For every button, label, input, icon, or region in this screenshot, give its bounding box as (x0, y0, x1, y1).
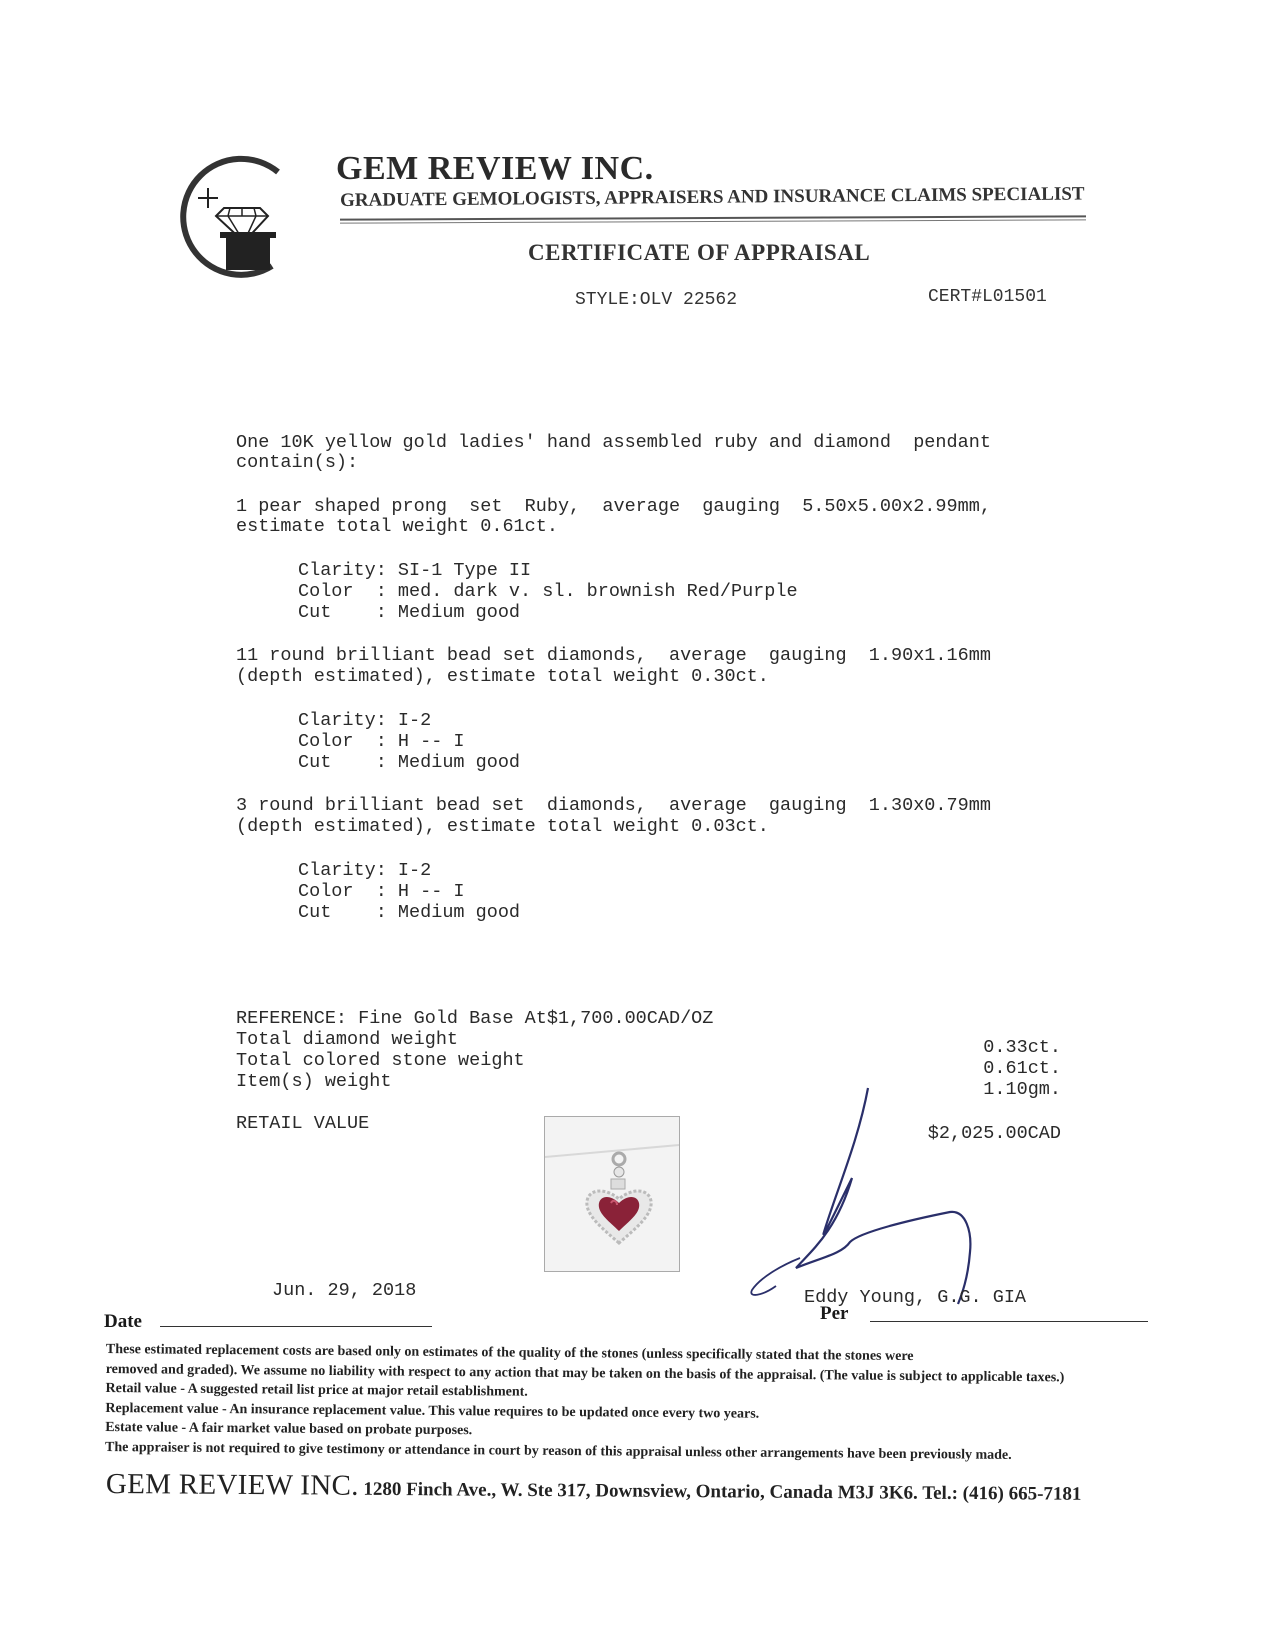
stone3-color: Color : H -- I (298, 881, 465, 902)
total-diamond-weight-label: Total diamond weight (236, 1029, 459, 1050)
disclaimer-line: removed and graded). We assume no liability with respect to any action that may be taken on the basis of the appraisal. (The value is subject to applicable taxes.) (105, 1361, 1065, 1385)
intro-line-1: One 10K yellow gold ladies' hand assembled ruby and diamond pendant (236, 432, 991, 453)
gem-review-logo-icon (168, 150, 290, 282)
signature-icon (740, 1082, 1000, 1312)
stone3-line-1: 3 round brilliant bead set diamonds, average gauging 1.30x0.79mm (236, 795, 991, 816)
stone1-cut: Cut : Medium good (298, 602, 521, 623)
total-colored-stone-weight-label: Total colored stone weight (236, 1050, 525, 1071)
reference-line: REFERENCE: Fine Gold Base At$1,700.00CAD/OZ (236, 1008, 714, 1029)
item-weight-label: Item(s) weight (236, 1071, 392, 1092)
retail-value-amount: $2,025.00CAD (927, 1123, 1061, 1144)
stone1-clarity: Clarity: SI-1 Type II (298, 560, 532, 581)
company-subtitle: GRADUATE GEMOLOGISTS, APPRAISERS AND INSURANCE CLAIMS SPECIALIST (340, 183, 1085, 211)
disclaimer-line: The appraiser is not required to give testimony or attendance in court by reason of this appraisal unless other arrangements have been previously made. (105, 1439, 1012, 1463)
disclaimer (105, 1340, 1186, 1466)
stone1-line-2: estimate total weight 0.61ct. (236, 516, 558, 537)
disclaimer-line: Replacement value - An insurance replacement value. This value requires to be updated once every two years. (105, 1400, 760, 1422)
style-number: STYLE:OLV 22562 (575, 290, 738, 310)
stone1-color: Color : med. dark v. sl. brownish Red/Purple (298, 581, 798, 602)
appraisal-date: Jun. 29, 2018 (272, 1280, 417, 1301)
footer-address: 1280 Finch Ave., W. Ste 317, Downsview, Ontario, Canada M3J 3K6. Tel.: (416) 665-7181 (358, 1478, 1082, 1505)
total-colored-stone-weight-value: 0.61ct. (983, 1058, 1061, 1079)
stone2-line-2: (depth estimated), estimate total weight 0.30ct. (236, 666, 769, 687)
stone2-clarity: Clarity: I-2 (298, 710, 432, 731)
total-diamond-weight-value: 0.33ct. (983, 1037, 1061, 1058)
certificate-number: CERT#L01501 (928, 287, 1047, 307)
stone3-cut: Cut : Medium good (298, 902, 521, 923)
stone2-color: Color : H -- I (298, 731, 465, 752)
date-line (160, 1326, 432, 1327)
document-title: CERTIFICATE OF APPRAISAL (528, 240, 871, 265)
per-label: Per (820, 1303, 849, 1324)
per-line (870, 1321, 1148, 1322)
intro-line-2: contain(s): (236, 452, 359, 473)
footer-company: GEM REVIEW INC. (105, 1468, 359, 1502)
stone3-line-2: (depth estimated), estimate total weight 0.03ct. (236, 816, 769, 837)
date-label: Date (104, 1311, 142, 1332)
stone2-cut: Cut : Medium good (298, 752, 521, 773)
disclaimer-line: Retail value - A suggested retail list price at major retail establishment. (105, 1380, 528, 1400)
disclaimer-line: These estimated replacement costs are based only on estimates of the quality of the stones (unless specifically stated that the stones were (105, 1341, 914, 1365)
pendant-photo (544, 1116, 680, 1272)
stone2-line-1: 11 round brilliant bead set diamonds, average gauging 1.90x1.16mm (236, 645, 991, 666)
item-weight-value: 1.10gm. (983, 1079, 1061, 1100)
disclaimer-line: Estate value - A fair market value based on probate purposes. (105, 1419, 473, 1439)
stone1-line-1: 1 pear shaped prong set Ruby, average gauging 5.50x5.00x2.99mm, (236, 496, 991, 517)
company-name: GEM REVIEW INC. (336, 150, 654, 187)
retail-value-label: RETAIL VALUE (236, 1113, 370, 1134)
header-divider (340, 215, 1086, 223)
appraiser-name: Eddy Young, G.G. GIA (804, 1287, 1027, 1308)
stone3-clarity: Clarity: I-2 (298, 860, 432, 881)
footer (106, 1468, 1082, 1508)
